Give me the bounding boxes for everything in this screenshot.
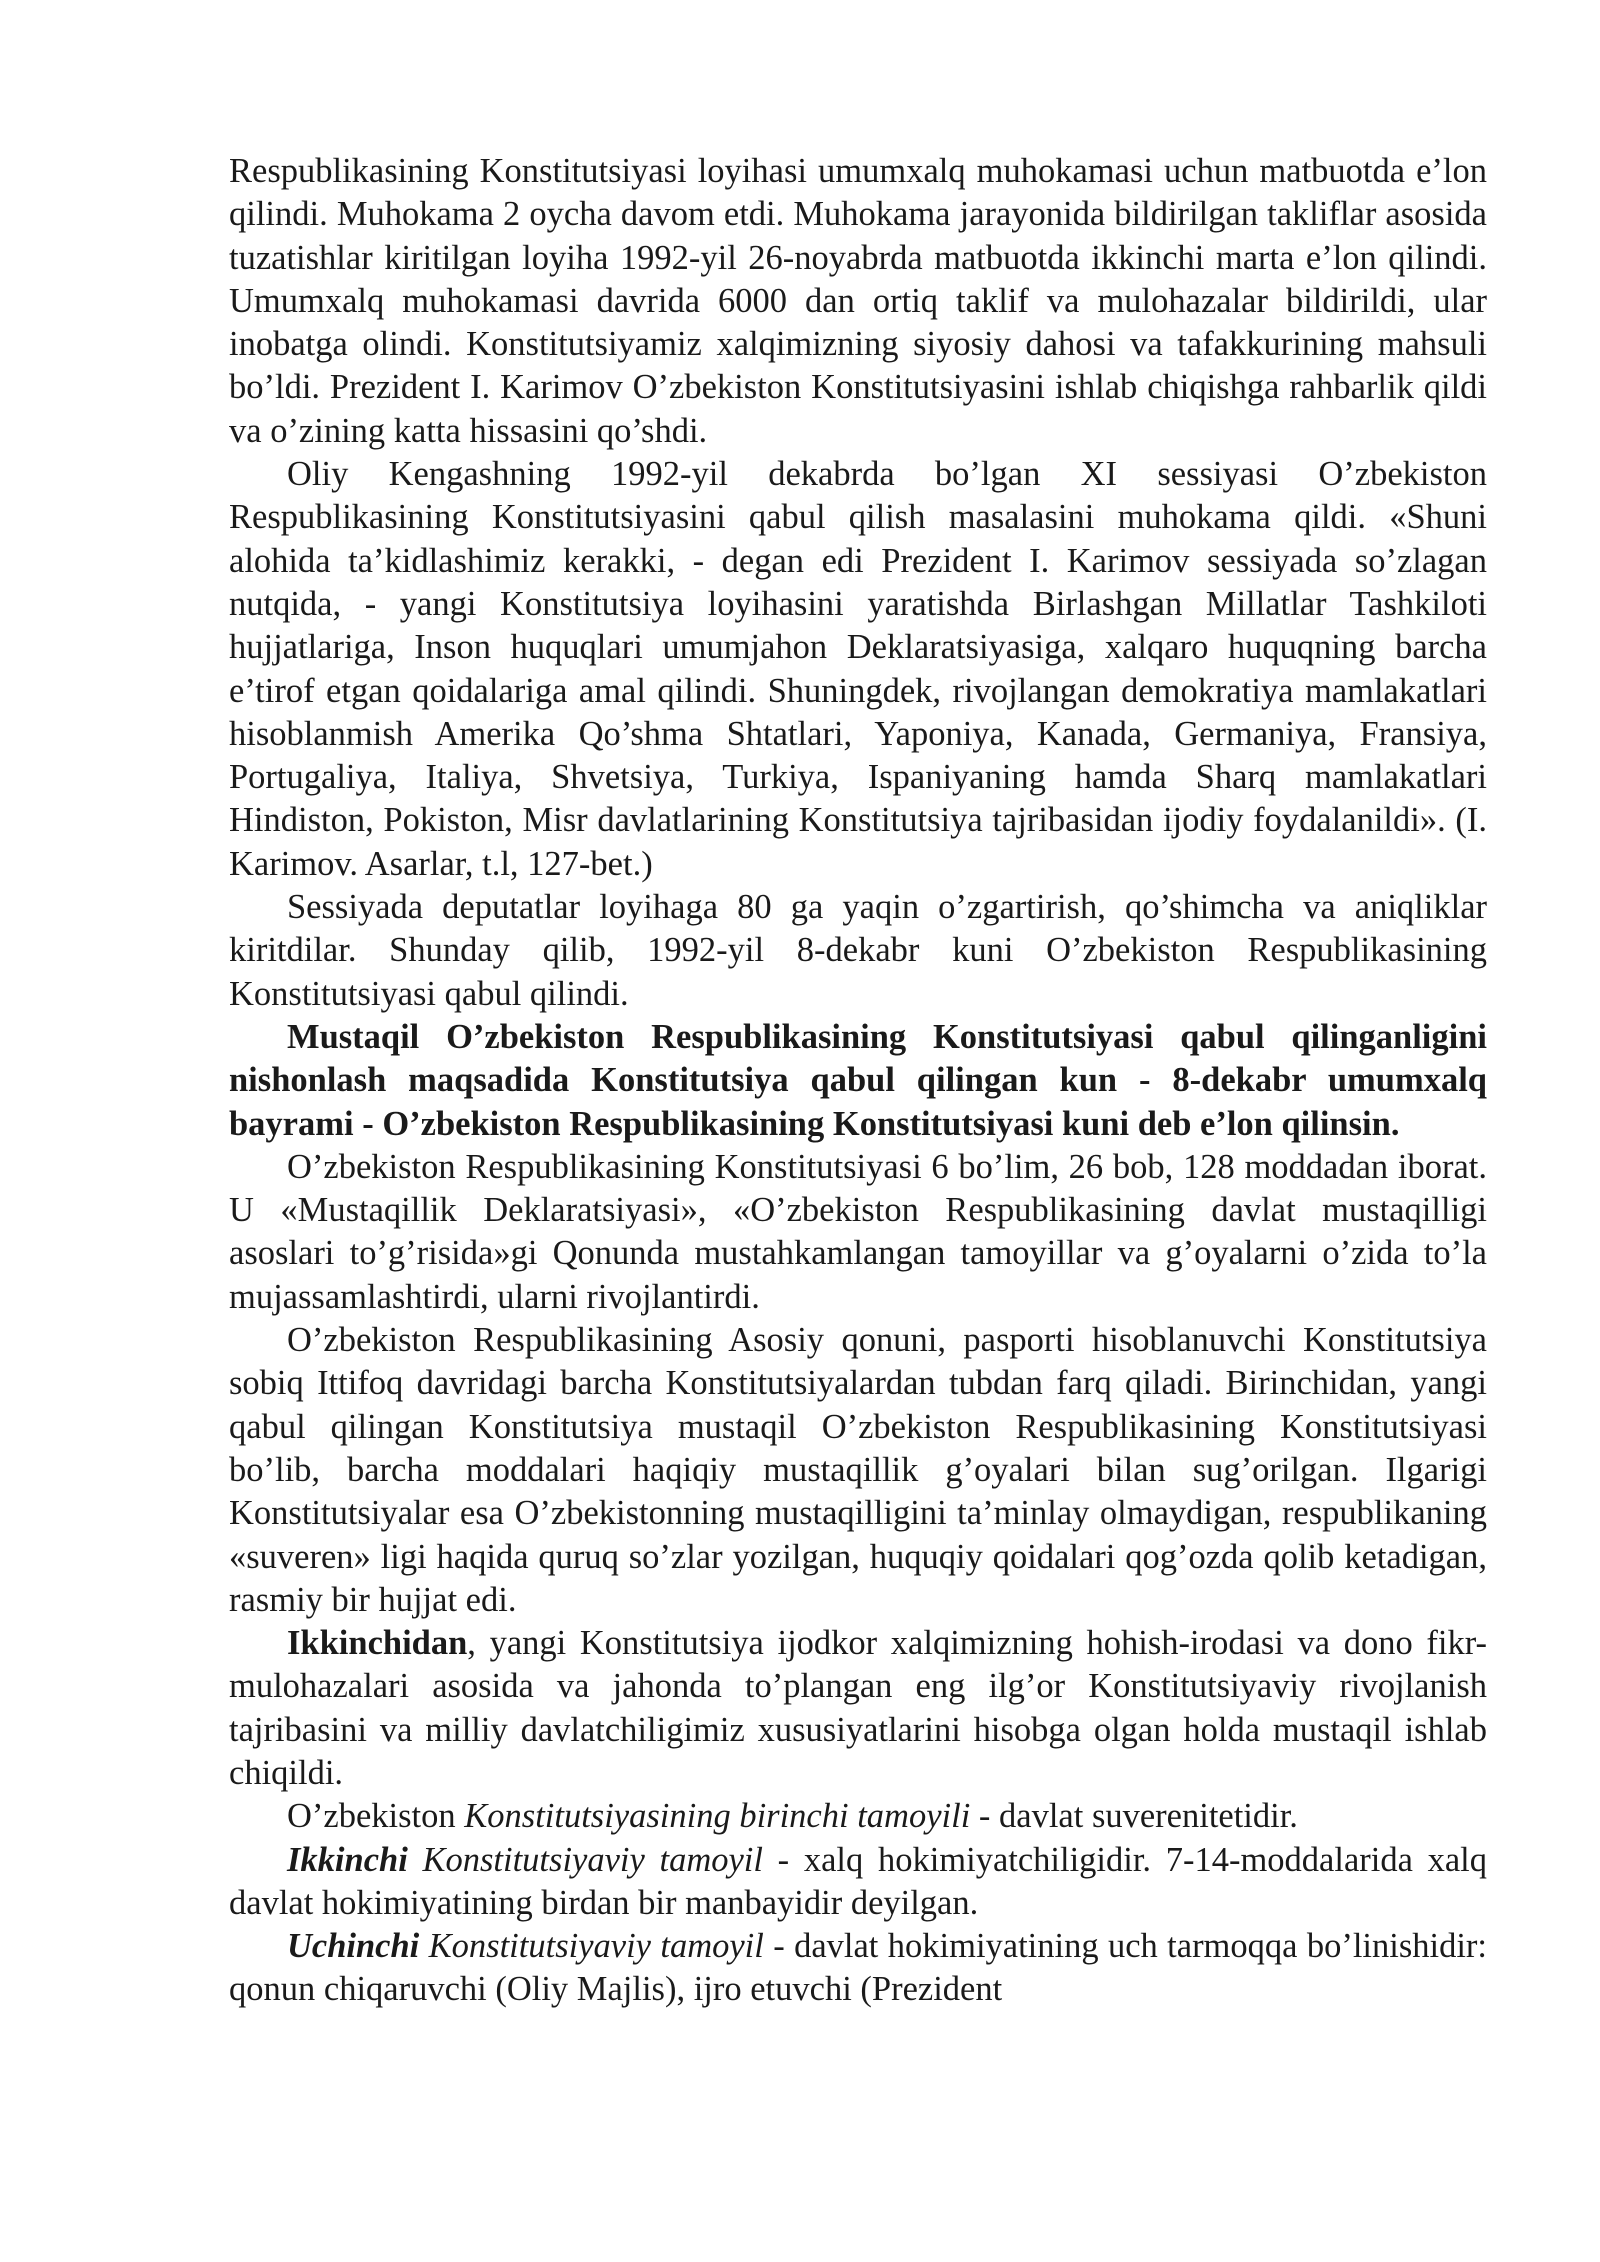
paragraph-8	[229, 1795, 1487, 1838]
paragraph-10	[229, 1925, 1487, 2012]
paragraph-1: Respublikasining Konstitutsiyasi loyihasi umumxalq muhokamasi uchun matbuotda e’lon qilindi. Muhokama 2 oycha davom etdi. Muhokama jarayonida bildirilgan takliflar asosida tuzatishlar kiritilgan loyiha 1992-yil 26-noyabrda matbuotda ikkinchi marta e’lon qilindi. Umumxalq muhokamasi davrida 6000 dan ortiq taklif va mulohazalar bildirildi, ular inobatga olindi. Konstitutsiyamiz xalqimizning siyosiy dahosi va tafakkurining mahsuli bo’ldi. Prezident I. Karimov O’zbekiston Konstitutsiyasini ishlab chiqishga rahbarlik qildi va o’zining katta hissasini qo’shdi.	[229, 152, 1487, 450]
paragraph-9-bold-italic: Ikkinchi	[287, 1840, 408, 1879]
paragraph-7	[229, 1622, 1487, 1795]
paragraph-3: Sessiyada deputatlar loyihaga 80 ga yaqin o’zgartirish, qo’shimcha va aniqliklar kiritdilar. Shunday qilib, 1992-yil 8-dekabr kuni O’zbekiston Respublikasining Konstitutsiyasi qabul qilindi.	[229, 888, 1487, 1013]
paragraph-9	[229, 1839, 1487, 1926]
paragraph-7-lead: Ikkinchidan	[287, 1624, 468, 1663]
paragraph-4-bold-resolution: Mustaqil O’zbekiston Respublikasining Konstitutsiyasi qabul qilinganligini nishonlash maqsadida Konstitutsiya qabul qilingan kun - 8-dekabr umumxalq bayrami - O’zbekiston Respublikasining Konstitutsiyasi kuni deb e’lon qilinsin.	[229, 1017, 1487, 1143]
paragraph-8-lead: O’zbekiston	[287, 1797, 465, 1836]
paragraph-10-italic: Konstitutsiyaviy tamoyil	[419, 1927, 764, 1966]
paragraph-8-rest: - davlat suverenitetidir.	[970, 1797, 1298, 1836]
paragraph-10-rest: - davlat hokimiyatining uch tarmoqqa bo’linishidir: qonun chiqaruvchi (Oliy Majlis), ijro etuvchi (Prezident	[229, 1927, 1487, 2009]
paragraph-8-italic: Konstitutsiyasining birinchi tamoyili	[464, 1797, 971, 1836]
paragraph-2: Oliy Kengashning 1992-yil dekabrda bo’lgan XI sessiyasi O’zbekiston Respublikasining Konstitutsiyasini qabul qilish masalasini muhokama qildi. «Shuni alohida ta’kidlashimiz kerakki, - degan edi Prezident I. Karimov sessiyada so’zlagan nutqida, - yangi Konstitutsiya loyihasini yaratishda Birlashgan Millatlar Tashkiloti hujjatlariga, Inson huquqlari umumjahon Deklaratsiyasiga, xalqaro huquqning barcha e’tirof etgan qoidalariga amal qilindi. Shuningdek, rivojlangan demokratiya mamlakatlari hisoblanmish Amerika Qo’shma Shtatlari, Yaponiya, Kanada, Germaniya, Fransiya, Portugaliya, Italiya, Shvetsiya, Turkiya, Ispaniyaning hamda Sharq mamlakatlari Hindiston, Pokiston, Misr davlatlarining Konstitutsiya tajribasidan ijodiy foydalanildi». (I. Karimov. Asarlar, t.l, 127-bet.)	[229, 455, 1487, 883]
document-page	[229, 150, 1487, 2012]
paragraph-9-italic: Konstitutsiyaviy tamoyil	[407, 1840, 763, 1879]
paragraph-5: O’zbekiston Respublikasining Konstitutsiyasi 6 bo’lim, 26 bob, 128 moddadan iborat. U «Mustaqillik Deklaratsiyasi», «O’zbekiston Respublikasining davlat mustaqilligi asoslari to’g’risida»gi Qonunda mustahkamlangan tamoyillar va g’oyalarni o’zida to’la mujassamlashtirdi, ularni rivojlantirdi.	[229, 1147, 1487, 1316]
paragraph-7-rest: , yangi Konstitutsiya ijodkor xalqimizning hohish-irodasi va dono fikr-mulohazalari asosida va jahonda to’plangan eng ilg’or Konstitutsiyaviy rivojlanish tajribasini va milliy davlatchiligimiz xususiyatlarini hisobga olgan holda mustaqil ishlab chiqildi.	[229, 1624, 1487, 1792]
paragraph-10-bold-italic: Uchinchi	[287, 1927, 420, 1966]
paragraph-6: O’zbekiston Respublikasining Asosiy qonuni, pasporti hisoblanuvchi Konstitutsiya sobiq Ittifoq davridagi barcha Konstitutsiyalardan tubdan farq qiladi. Birinchidan, yangi qabul qilingan Konstitutsiya mustaqil O’zbekiston Respublikasining Konstitutsiyasi bo’lib, barcha moddalari haqiqiy mustaqillik g’oyalari bilan sug’orilgan. Ilgarigi Konstitutsiyalar esa O’zbekistonning mustaqilligini ta’minlay olmaydigan, respublikaning «suveren» ligi haqida quruq so’zlar yozilgan, huquqiy qoidalari qog’ozda qolib ketadigan, rasmiy bir hujjat edi.	[229, 1321, 1487, 1619]
paragraph-9-rest: - xalq hokimiyatchiligidir. 7-14-moddalarida xalq davlat hokimiyatining birdan bir manbayidir deyilgan.	[229, 1840, 1487, 1922]
